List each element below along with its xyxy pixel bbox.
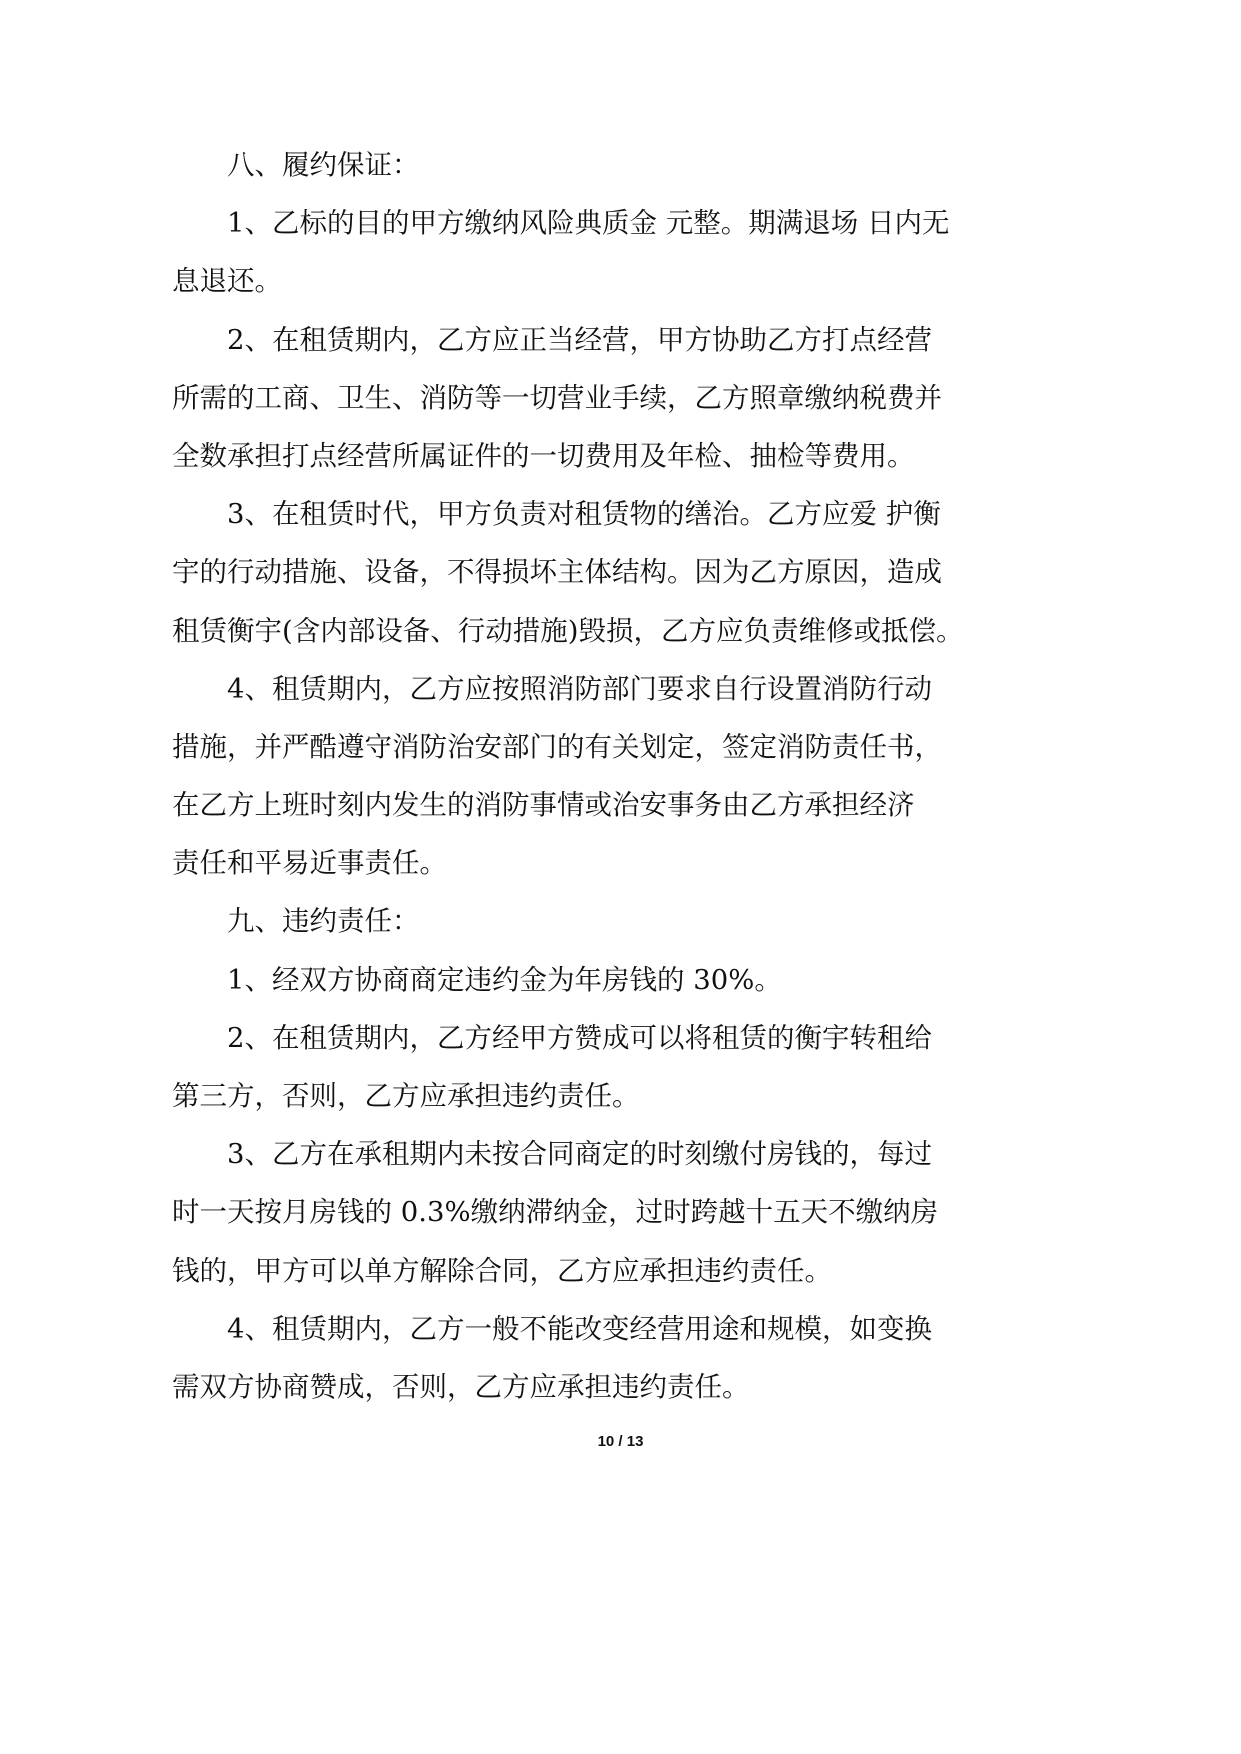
page-number: 10 / 13 — [597, 1433, 644, 1450]
text-line: 措施，并严酷遵守消防治安部门的有关划定，签定消防责任书， — [172, 730, 942, 763]
text-line: 钱的，甲方可以单方解除合同，乙方应承担违约责任。 — [172, 1254, 832, 1287]
text-line: 租赁衡宇(含内部设备、行动措施)毁损，乙方应负责维修或抵偿。 — [172, 614, 964, 647]
text-line: 3、在租赁时代，甲方负责对租赁物的缮治。乙方应爱 护衡 — [227, 498, 941, 531]
text-line: 八、履约保证： — [227, 149, 420, 181]
text-line: 2、在租赁期内，乙方应正当经营，甲方协助乙方打点经营 — [227, 323, 932, 356]
text-line: 3、乙方在承租期内未按合同商定的时刻缴付房钱的，每过 — [227, 1138, 932, 1171]
text-line: 第三方，否则，乙方应承担违约责任。 — [172, 1080, 640, 1112]
text-line: 需双方协商赞成，否则，乙方应承担违约责任。 — [172, 1370, 750, 1403]
text-line: 2、在租赁期内，乙方经甲方赞成可以将租赁的衡宇转租给 — [227, 1021, 932, 1054]
text-line: 4、租赁期内，乙方应按照消防部门要求自行设置消防行动 — [227, 672, 932, 705]
text-line: 所需的工商、卫生、消防等一切营业手续，乙方照章缴纳税费并 — [172, 381, 942, 414]
text-line: 责任和平易近事责任。 — [172, 847, 447, 880]
text-line: 宇的行动措施、设备，不得损坏主体结构。因为乙方原因，造成 — [172, 556, 942, 589]
text-line: 在乙方上班时刻内发生的消防事情或治安事务由乙方承担经济 — [172, 789, 915, 822]
contract-body — [172, 136, 1092, 1416]
text-line: 息退还。 — [172, 265, 282, 298]
text-line: 1、乙标的目的甲方缴纳风险典质金 元整。期满退场 日内无 — [227, 207, 950, 240]
text-line: 1、经双方协商商定违约金为年房钱的 30%。 — [227, 963, 782, 996]
text-line: 4、租赁期内，乙方一般不能改变经营用途和规模，如变换 — [227, 1312, 932, 1345]
text-line: 全数承担打点经营所属证件的一切费用及年检、抽检等费用。 — [172, 439, 915, 472]
text-line: 九、违约责任： — [227, 905, 420, 938]
text-line: 时一天按月房钱的 0.3%缴纳滞纳金，过时跨越十五天不缴纳房 — [172, 1196, 939, 1229]
